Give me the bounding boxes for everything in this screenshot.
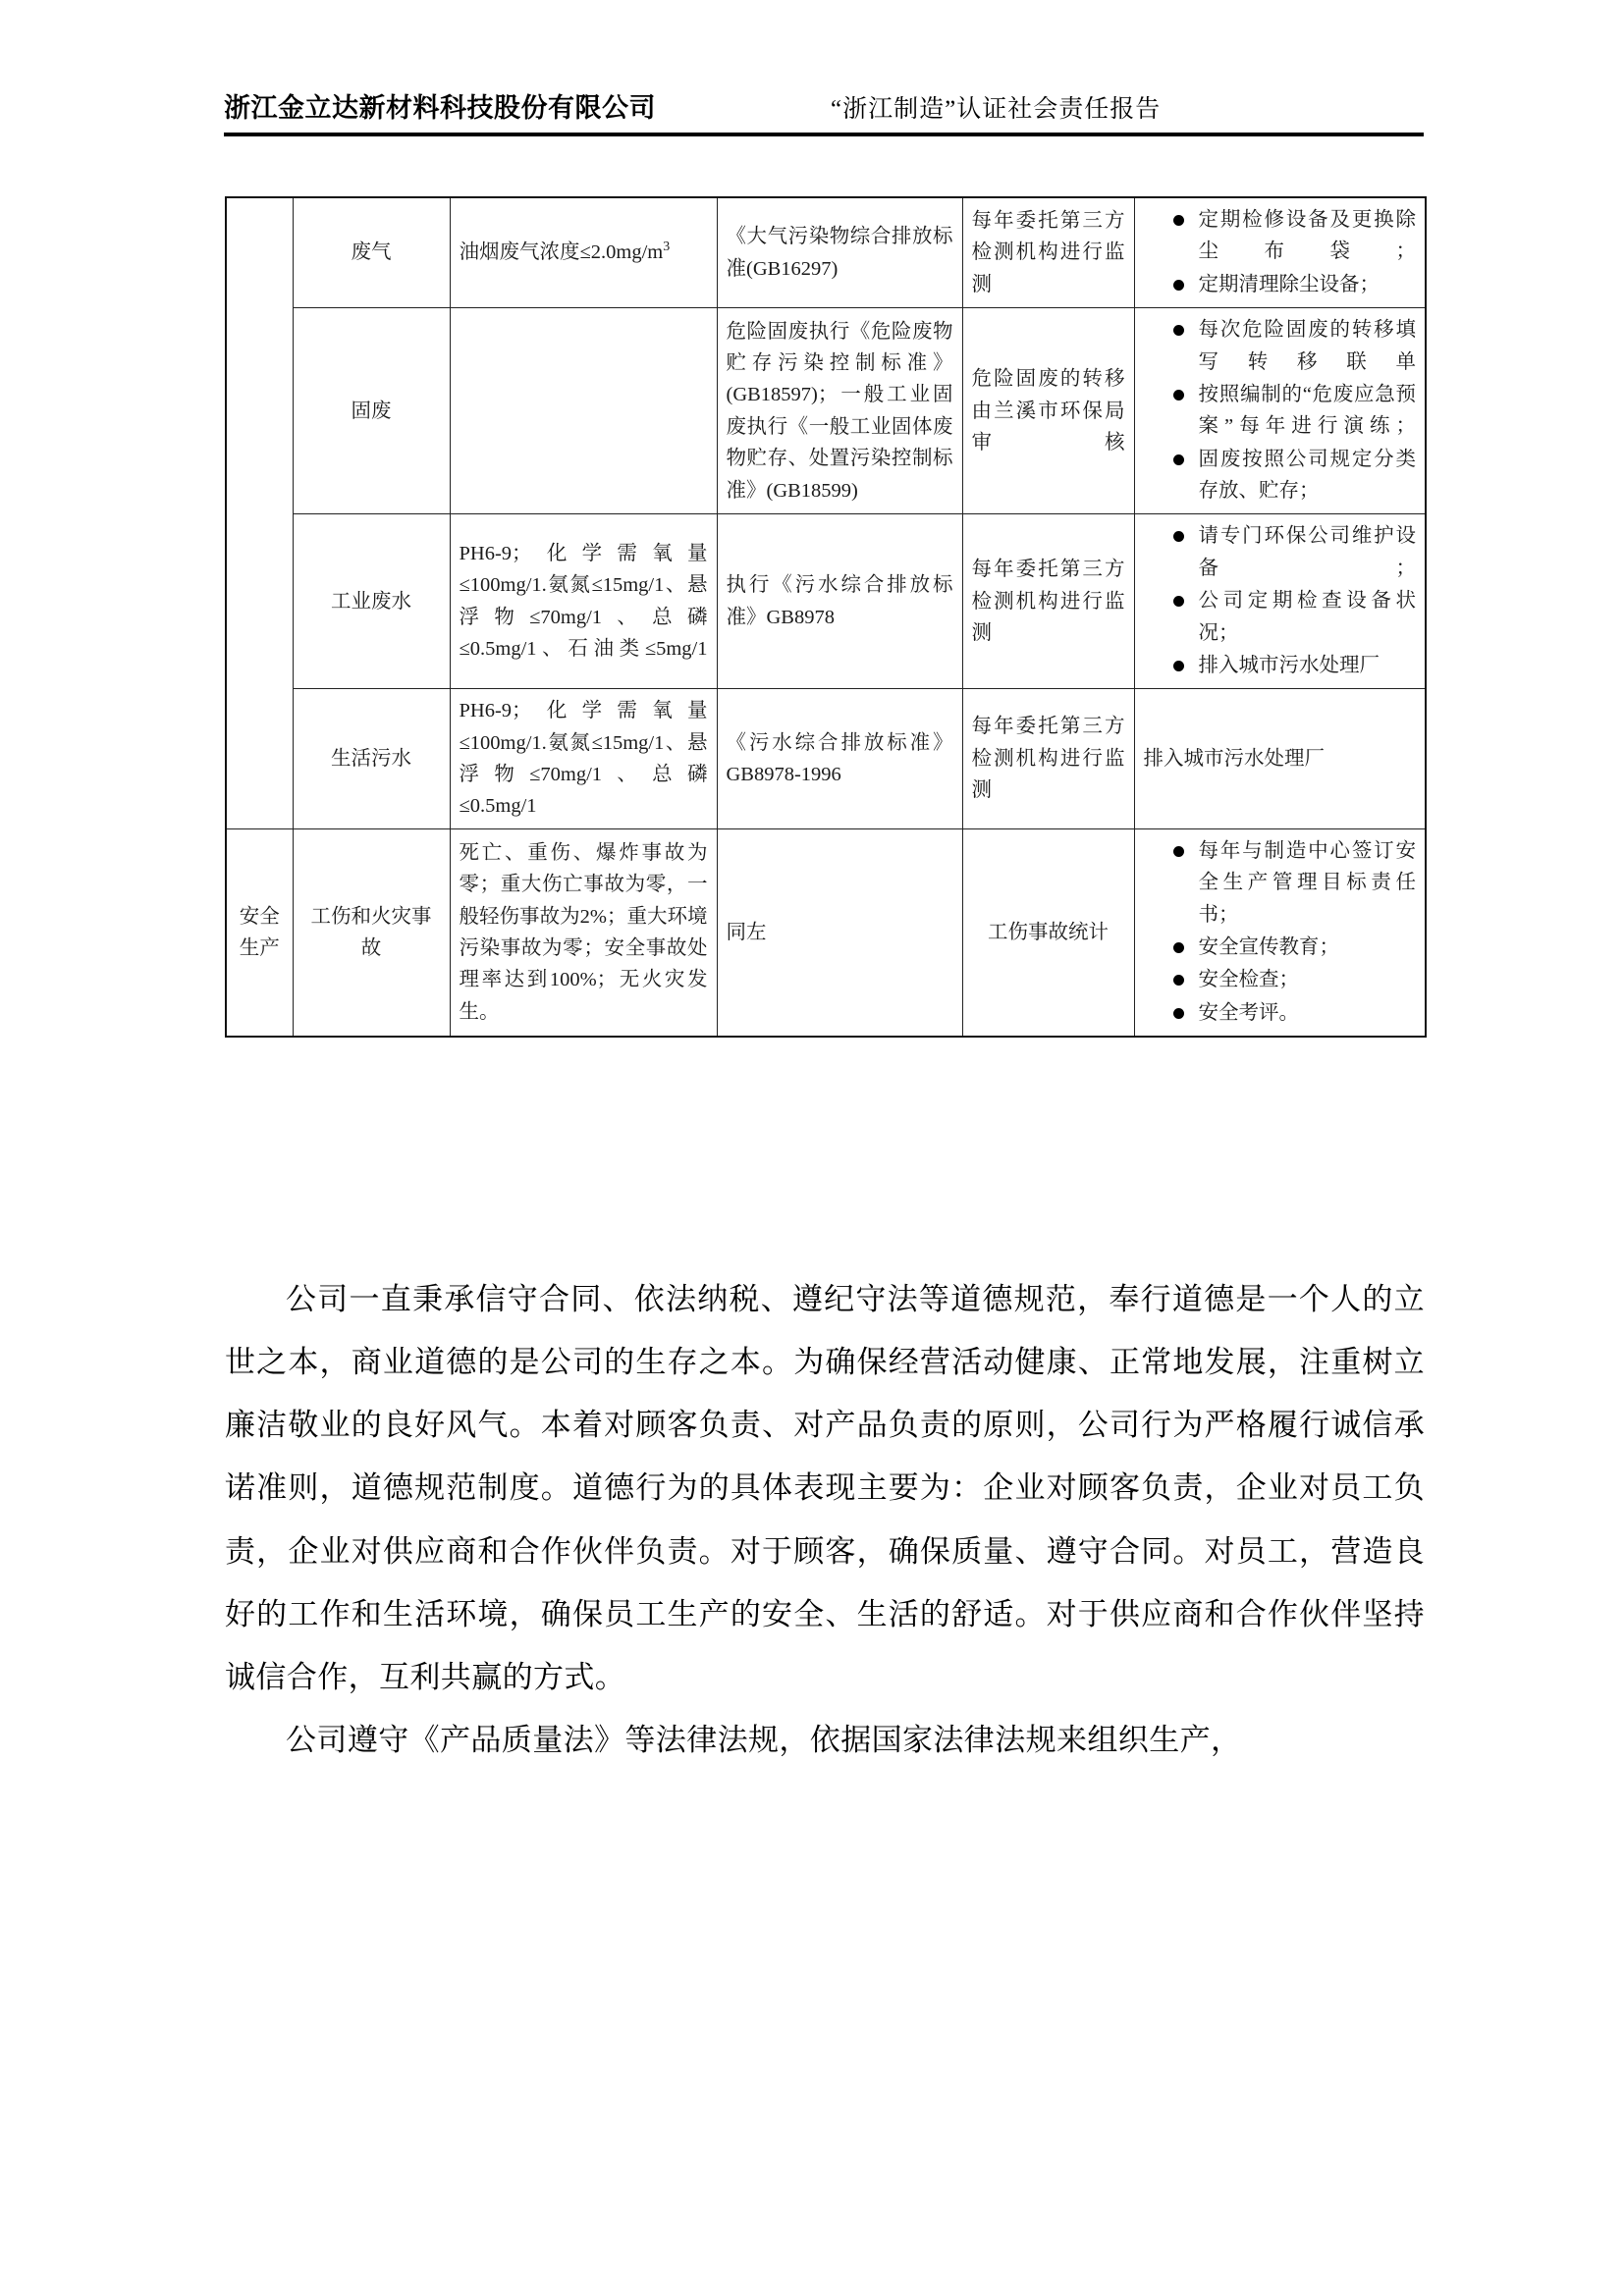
list-item: 每年与制造中心签订安全生产管理目标责任书； xyxy=(1173,835,1417,931)
measure-list xyxy=(1144,204,1417,300)
list-item: 定期检修设备及更换除尘布袋； xyxy=(1173,204,1417,268)
page-header xyxy=(224,86,1424,125)
list-item: 定期清理除尘设备； xyxy=(1173,269,1417,300)
environment-safety-table xyxy=(225,196,1427,1038)
measure-list xyxy=(1144,314,1417,507)
cell-standard-industrial-wastewater: PH6-9；化学需氧量≤100mg/1.氨氮≤15mg/1、悬浮物≤70mg/1、总磷≤0.5mg/1、石油类≤5mg/1 xyxy=(450,514,717,689)
list-item: 安全宣传教育； xyxy=(1173,932,1417,963)
list-item: 安全考评。 xyxy=(1173,997,1417,1029)
cell-item-injury-fire-accident: 工伤和火灾事故 xyxy=(293,828,450,1037)
list-item: 公司定期检查设备状况； xyxy=(1173,585,1417,649)
table-row xyxy=(226,689,1426,829)
list-item: 请专门环保公司维护设备； xyxy=(1173,520,1417,584)
cell-standard-domestic-sewage: PH6-9；化学需氧量≤100mg/1.氨氮≤15mg/1、悬浮物≤70mg/1、总磷≤0.5mg/1 xyxy=(450,689,717,829)
cell-item-domestic-sewage: 生活污水 xyxy=(293,689,450,829)
cell-regulation-solid-waste: 危险固废执行《危险废物贮存污染控制标准》(GB18597)；一般工业固废执行《一般工业固体废物贮存、处置污染控制标准》(GB18599) xyxy=(717,308,962,514)
cell-measures-domestic-sewage: 排入城市污水处理厂 xyxy=(1134,689,1426,829)
table-row xyxy=(226,308,1426,514)
header-company-name: 浙江金立达新材料科技股份有限公司 xyxy=(224,93,656,123)
list-item: 每次危险固废的转移填写转移联单 xyxy=(1173,314,1417,378)
cell-monitoring-solid-waste: 危险固废的转移由兰溪市环保局审核 xyxy=(962,308,1134,514)
standard-text: 油烟废气浓度≤2.0mg/m xyxy=(459,241,664,264)
cell-standard-solid-waste xyxy=(450,308,717,514)
cell-monitoring-domestic-sewage: 每年委托第三方检测机构进行监测 xyxy=(962,689,1134,829)
paragraph-product-quality-law: 公司遵守《产品质量法》等法律法规，依据国家法律法规来组织生产， xyxy=(286,1723,1242,1758)
cell-category-safety-production: 安全生产 xyxy=(226,828,293,1037)
cell-measures-solid-waste xyxy=(1134,308,1426,514)
cell-regulation-industrial-wastewater: 执行《污水综合排放标准》GB8978 xyxy=(717,514,962,689)
header-report-title: “浙江制造”认证社会责任报告 xyxy=(831,96,1162,123)
table-row xyxy=(226,514,1426,689)
measure-list xyxy=(1144,520,1417,681)
cell-item-waste-gas: 废气 xyxy=(293,197,450,308)
standard-superscript: 3 xyxy=(663,240,671,255)
list-item: 按照编制的“危废应急预案”每年进行演练； xyxy=(1173,379,1417,443)
cell-regulation-waste-gas: 《大气污染物综合排放标准(GB16297) xyxy=(717,197,962,308)
cell-standard-waste-gas xyxy=(450,197,717,308)
list-item: 固废按照公司规定分类存放、贮存； xyxy=(1173,444,1417,507)
table-row xyxy=(226,828,1426,1037)
body-text-block xyxy=(225,1268,1425,1772)
cell-standard-safety: 死亡、重伤、爆炸事故为零；重大伤亡事故为零，一般轻伤事故为2%；重大环境污染事故为零；安全事故处理率达到100%；无火灾发生。 xyxy=(450,828,717,1037)
cell-regulation-domestic-sewage: 《污水综合排放标准》GB8978-1996 xyxy=(717,689,962,829)
cell-measures-safety xyxy=(1134,828,1426,1037)
measure-list xyxy=(1144,835,1417,1029)
header-divider-rule xyxy=(224,133,1424,136)
list-item: 安全检查； xyxy=(1173,964,1417,995)
paragraph-ethics: 公司一直秉承信守合同、依法纳税、遵纪守法等道德规范，奉行道德是一个人的立世之本，商业道德的是公司的生存之本。为确保经营活动健康、正常地发展，注重树立廉洁敬业的良好风气。本着对顾客负责、对产品负责的原则，公司行为严格履行诚信承诺准则，道德规范制度。道德行为的具体表现主要为：企业对顾客负责，企业对员工负责，企业对供应商和合作伙伴负责。对于顾客，确保质量、遵守合同。对员工，营造良好的工作和生活环境，确保员工生产的安全、生活的舒适。对于供应商和合作伙伴坚持诚信合作，互利共赢的方式。 xyxy=(225,1282,1425,1694)
cell-monitoring-waste-gas: 每年委托第三方检测机构进行监测 xyxy=(962,197,1134,308)
cell-item-industrial-wastewater: 工业废水 xyxy=(293,514,450,689)
cell-item-solid-waste: 固废 xyxy=(293,308,450,514)
cell-category-environment xyxy=(226,197,293,828)
cell-monitoring-safety: 工伤事故统计 xyxy=(962,828,1134,1037)
table-row xyxy=(226,197,1426,308)
cell-measures-waste-gas xyxy=(1134,197,1426,308)
cell-measures-industrial-wastewater xyxy=(1134,514,1426,689)
cell-regulation-safety: 同左 xyxy=(717,828,962,1037)
list-item: 排入城市污水处理厂 xyxy=(1173,650,1417,681)
cell-monitoring-industrial-wastewater: 每年委托第三方检测机构进行监测 xyxy=(962,514,1134,689)
